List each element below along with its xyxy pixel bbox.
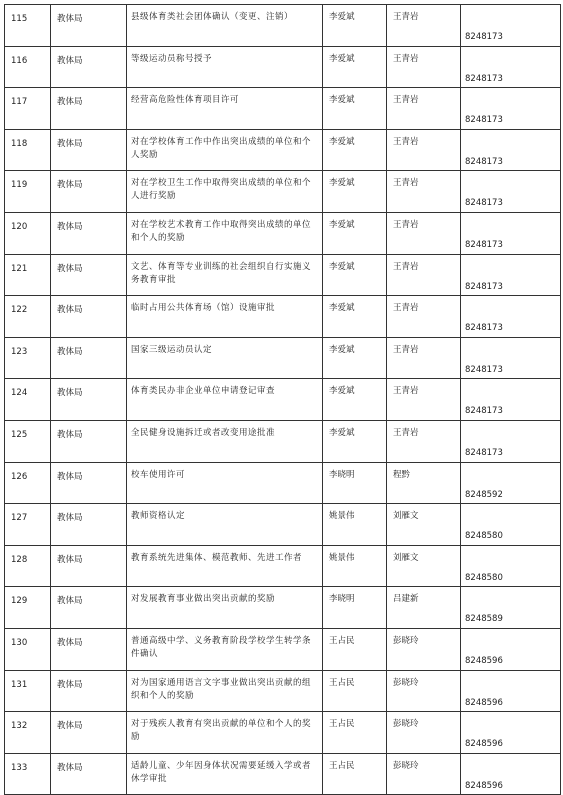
phone-cell-text: 8248589 [465, 614, 503, 625]
phone-cell [461, 504, 561, 546]
phone-cell [461, 628, 561, 670]
leader-cell-text: 李爱斌 [329, 219, 355, 230]
item-name-cell [127, 337, 323, 379]
department-cell [51, 337, 127, 379]
leader-cell [323, 337, 387, 379]
department-cell [51, 504, 127, 546]
item-name-cell [127, 462, 323, 504]
leader-cell-text: 李爱斌 [329, 136, 355, 147]
row-number [5, 587, 51, 629]
table-row [5, 462, 561, 504]
table-row [5, 753, 561, 795]
department-cell [51, 753, 127, 795]
contact-person-cell-text: 王青岩 [393, 136, 419, 147]
leader-cell-text: 王占民 [329, 677, 355, 688]
leader-cell-text: 李爱斌 [329, 178, 355, 189]
item-name-cell [127, 753, 323, 795]
contact-person-cell [387, 212, 461, 254]
phone-cell [461, 129, 561, 171]
contact-person-cell-text: 王青岩 [393, 344, 419, 355]
leader-cell [323, 587, 387, 629]
department-cell-text: 教体局 [57, 14, 83, 24]
phone-cell-text: 8248596 [465, 655, 503, 666]
table-row [5, 337, 561, 379]
department-cell [51, 670, 127, 712]
phone-cell-text: 8248580 [465, 572, 503, 583]
contact-person-cell-text: 王青岩 [393, 12, 419, 22]
table-row [5, 545, 561, 587]
phone-cell-text: 8248173 [465, 156, 503, 167]
row-number-text: 128 [11, 554, 28, 565]
department-cell-text: 教体局 [57, 762, 83, 773]
table-row [5, 212, 561, 254]
row-number [5, 379, 51, 421]
row-number [5, 5, 51, 47]
contact-person-cell [387, 420, 461, 462]
phone-cell-text: 8248173 [465, 406, 503, 417]
contact-person-cell-text: 王青岩 [393, 219, 419, 230]
phone-cell [461, 337, 561, 379]
department-cell-text: 教体局 [57, 263, 83, 274]
department-cell-text: 教体局 [57, 346, 83, 357]
row-number [5, 129, 51, 171]
department-cell-text: 教体局 [57, 305, 83, 316]
row-number [5, 753, 51, 795]
item-name-cell [127, 296, 323, 338]
item-name-cell-text: 等级运动员称号授予 [131, 53, 213, 64]
department-cell [51, 254, 127, 296]
contact-person-cell [387, 46, 461, 88]
phone-cell-text: 8248596 [465, 780, 503, 791]
table-row [5, 712, 561, 754]
contact-person-cell-text: 刘雁文 [393, 511, 419, 522]
item-name-cell-text: 适龄儿童、少年因身体状况需要延缓入学或者休学审批 [131, 760, 312, 784]
leader-cell [323, 171, 387, 213]
item-name-cell [127, 545, 323, 587]
contact-person-cell-text: 王青岩 [393, 303, 419, 314]
leader-cell [323, 670, 387, 712]
phone-cell [461, 5, 561, 47]
phone-cell [461, 46, 561, 88]
table-row [5, 254, 561, 296]
item-name-cell [127, 670, 323, 712]
row-number [5, 670, 51, 712]
phone-cell [461, 296, 561, 338]
leader-cell-text: 李爱斌 [329, 53, 355, 64]
phone-cell-text: 8248592 [465, 489, 503, 500]
row-number-text: 130 [11, 637, 28, 648]
phone-cell-text: 8248580 [465, 531, 503, 542]
department-cell [51, 212, 127, 254]
phone-cell-text: 8248173 [465, 281, 503, 292]
leader-cell-text: 姚景伟 [329, 511, 355, 522]
leader-cell [323, 504, 387, 546]
department-cell [51, 129, 127, 171]
department-cell [51, 379, 127, 421]
item-name-cell [127, 254, 323, 296]
contact-person-cell [387, 171, 461, 213]
phone-cell-text: 8248173 [465, 115, 503, 126]
contact-person-cell [387, 670, 461, 712]
item-name-cell-text: 体育类民办非企业单位申请登记审查 [131, 386, 276, 397]
item-name-cell [127, 171, 323, 213]
table-row [5, 171, 561, 213]
row-number [5, 504, 51, 546]
contact-person-cell-text: 王青岩 [393, 178, 419, 189]
contact-person-cell [387, 628, 461, 670]
leader-cell-text: 李爱斌 [329, 386, 355, 397]
contact-person-cell-text: 刘雁文 [393, 552, 419, 563]
leader-cell [323, 712, 387, 754]
phone-cell [461, 753, 561, 795]
row-number-text: 116 [11, 55, 28, 66]
row-number-text: 131 [11, 679, 28, 690]
leader-cell-text: 李爱斌 [329, 303, 355, 314]
department-cell-text: 教体局 [57, 97, 83, 108]
table-row [5, 628, 561, 670]
department-cell [51, 171, 127, 213]
table-row [5, 587, 561, 629]
item-name-cell [127, 46, 323, 88]
department-cell-text: 教体局 [57, 596, 83, 607]
row-number [5, 46, 51, 88]
service-items-table [4, 4, 561, 795]
phone-cell-text: 8248173 [465, 239, 503, 250]
leader-cell [323, 88, 387, 130]
department-cell-text: 教体局 [57, 180, 83, 191]
row-number-text: 119 [11, 180, 28, 191]
leader-cell [323, 129, 387, 171]
leader-cell-text: 李晓明 [329, 594, 355, 605]
row-number-text: 126 [11, 471, 28, 482]
row-number [5, 88, 51, 130]
item-name-cell-text: 对在学校体育工作中作出突出成绩的单位和个人奖励 [131, 136, 312, 160]
contact-person-cell [387, 753, 461, 795]
phone-cell [461, 712, 561, 754]
leader-cell-text: 李爱斌 [329, 344, 355, 355]
phone-cell-text: 8248596 [465, 697, 503, 708]
row-number-text: 127 [11, 513, 28, 524]
contact-person-cell [387, 88, 461, 130]
item-name-cell [127, 712, 323, 754]
department-cell-text: 教体局 [57, 221, 83, 232]
item-name-cell [127, 628, 323, 670]
item-name-cell-text: 全民健身设施拆迁或者改变用途批准 [131, 427, 276, 438]
contact-person-cell [387, 379, 461, 421]
row-number-text: 120 [11, 221, 28, 232]
table-row [5, 504, 561, 546]
table-row [5, 670, 561, 712]
leader-cell-text: 王占民 [329, 719, 355, 730]
contact-person-cell-text: 王青岩 [393, 261, 419, 272]
leader-cell [323, 5, 387, 47]
phone-cell-text: 8248173 [465, 447, 503, 458]
item-name-cell-text: 对于残疾人教育有突出贡献的单位和个人的奖励 [131, 719, 312, 743]
leader-cell-text: 李爱斌 [329, 427, 355, 438]
leader-cell [323, 753, 387, 795]
contact-person-cell [387, 129, 461, 171]
leader-cell [323, 628, 387, 670]
item-name-cell-text: 普通高级中学、义务教育阶段学校学生转学条件确认 [131, 635, 312, 659]
item-name-cell-text: 国家三级运动员认定 [131, 344, 213, 355]
row-number-text: 115 [11, 14, 28, 24]
phone-cell [461, 171, 561, 213]
phone-cell [461, 670, 561, 712]
row-number [5, 420, 51, 462]
department-cell [51, 296, 127, 338]
department-cell [51, 587, 127, 629]
department-cell-text: 教体局 [57, 679, 83, 690]
contact-person-cell-text: 彭晓玲 [393, 719, 419, 730]
contact-person-cell [387, 296, 461, 338]
item-name-cell-text: 教育系统先进集体、模范教师、先进工作者 [131, 552, 303, 563]
phone-cell [461, 254, 561, 296]
row-number-text: 123 [11, 346, 28, 357]
phone-cell [461, 420, 561, 462]
contact-person-cell-text: 彭晓玲 [393, 760, 419, 771]
department-cell [51, 712, 127, 754]
row-number-text: 124 [11, 388, 28, 399]
item-name-cell [127, 88, 323, 130]
department-cell-text: 教体局 [57, 721, 83, 732]
row-number-text: 118 [11, 138, 28, 149]
row-number-text: 122 [11, 305, 28, 316]
contact-person-cell-text: 王青岩 [393, 386, 419, 397]
department-cell [51, 420, 127, 462]
department-cell-text: 教体局 [57, 138, 83, 149]
row-number [5, 296, 51, 338]
table-body [5, 5, 561, 795]
row-number [5, 171, 51, 213]
leader-cell [323, 462, 387, 504]
contact-person-cell-text: 王青岩 [393, 53, 419, 64]
phone-cell-text: 8248173 [465, 73, 503, 84]
phone-cell [461, 88, 561, 130]
leader-cell-text: 李爱斌 [329, 95, 355, 106]
leader-cell-text: 姚景伟 [329, 552, 355, 563]
row-number-text: 132 [11, 721, 28, 732]
department-cell [51, 46, 127, 88]
contact-person-cell-text: 王青岩 [393, 95, 419, 106]
row-number [5, 462, 51, 504]
table-row [5, 379, 561, 421]
row-number-text: 129 [11, 596, 28, 607]
department-cell-text: 教体局 [57, 513, 83, 524]
item-name-cell-text: 对在学校卫生工作中取得突出成绩的单位和个人进行奖励 [131, 178, 312, 202]
item-name-cell-text: 县级体育类社会团体确认（变更、注销） [131, 12, 294, 22]
contact-person-cell [387, 504, 461, 546]
leader-cell-text: 李爱斌 [329, 261, 355, 272]
department-cell-text: 教体局 [57, 55, 83, 66]
phone-cell-text: 8248173 [465, 364, 503, 375]
leader-cell [323, 545, 387, 587]
row-number [5, 212, 51, 254]
contact-person-cell [387, 5, 461, 47]
department-cell [51, 88, 127, 130]
department-cell-text: 教体局 [57, 471, 83, 482]
department-cell [51, 628, 127, 670]
item-name-cell-text: 经营高危险性体育项目许可 [131, 95, 240, 106]
item-name-cell [127, 504, 323, 546]
item-name-cell [127, 420, 323, 462]
phone-cell [461, 587, 561, 629]
leader-cell [323, 254, 387, 296]
leader-cell-text: 李晓明 [329, 469, 355, 480]
phone-cell [461, 545, 561, 587]
item-name-cell-text: 校车使用许可 [131, 469, 186, 480]
leader-cell [323, 296, 387, 338]
item-name-cell-text: 临时占用公共体育场（馆）设施审批 [131, 303, 276, 314]
item-name-cell-text: 对为国家通用语言文字事业做出突出贡献的组织和个人的奖励 [131, 677, 312, 701]
phone-cell-text: 8248596 [465, 739, 503, 750]
contact-person-cell-text: 彭晓玲 [393, 677, 419, 688]
leader-cell [323, 212, 387, 254]
contact-person-cell [387, 587, 461, 629]
leader-cell [323, 46, 387, 88]
contact-person-cell-text: 吕建新 [393, 594, 419, 605]
row-number-text: 121 [11, 263, 28, 274]
leader-cell-text: 李爱斌 [329, 12, 355, 22]
phone-cell-text: 8248173 [465, 32, 503, 42]
row-number-text: 117 [11, 97, 28, 108]
contact-person-cell [387, 254, 461, 296]
item-name-cell-text: 对发展教育事业做出突出贡献的奖励 [131, 594, 276, 605]
department-cell-text: 教体局 [57, 637, 83, 648]
leader-cell [323, 420, 387, 462]
contact-person-cell [387, 462, 461, 504]
contact-person-cell [387, 545, 461, 587]
row-number [5, 545, 51, 587]
item-name-cell [127, 587, 323, 629]
row-number [5, 628, 51, 670]
item-name-cell [127, 212, 323, 254]
department-cell-text: 教体局 [57, 429, 83, 440]
leader-cell-text: 王占民 [329, 760, 355, 771]
department-cell [51, 462, 127, 504]
table-row [5, 296, 561, 338]
item-name-cell-text: 文艺、体育等专业训练的社会组织自行实施义务教育审批 [131, 261, 312, 285]
department-cell-text: 教体局 [57, 554, 83, 565]
item-name-cell-text: 对在学校艺术教育工作中取得突出成绩的单位和个人的奖励 [131, 219, 312, 243]
phone-cell-text: 8248173 [465, 323, 503, 334]
phone-cell [461, 462, 561, 504]
department-cell [51, 545, 127, 587]
row-number [5, 254, 51, 296]
phone-cell [461, 212, 561, 254]
contact-person-cell-text: 彭晓玲 [393, 635, 419, 646]
department-cell-text: 教体局 [57, 388, 83, 399]
contact-person-cell [387, 712, 461, 754]
item-name-cell [127, 129, 323, 171]
table-row [5, 88, 561, 130]
item-name-cell [127, 5, 323, 47]
leader-cell [323, 379, 387, 421]
row-number-text: 133 [11, 762, 28, 773]
department-cell [51, 5, 127, 47]
contact-person-cell [387, 337, 461, 379]
phone-cell-text: 8248173 [465, 198, 503, 209]
item-name-cell-text: 教师资格认定 [131, 511, 186, 522]
contact-person-cell-text: 程黔 [393, 469, 411, 480]
table-row [5, 129, 561, 171]
table-row [5, 420, 561, 462]
contact-person-cell-text: 王青岩 [393, 427, 419, 438]
row-number [5, 337, 51, 379]
row-number [5, 712, 51, 754]
row-number-text: 125 [11, 429, 28, 440]
phone-cell [461, 379, 561, 421]
table-row [5, 46, 561, 88]
table-row [5, 5, 561, 47]
item-name-cell [127, 379, 323, 421]
leader-cell-text: 王占民 [329, 635, 355, 646]
